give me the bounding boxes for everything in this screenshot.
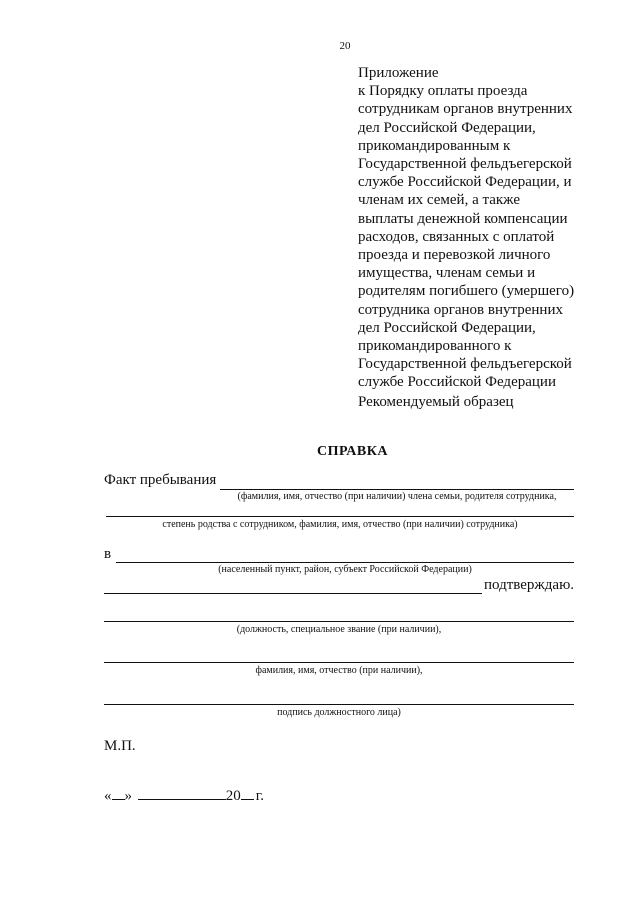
date-open-quote: « bbox=[104, 788, 112, 804]
name-input-line[interactable] bbox=[104, 662, 574, 663]
date-line bbox=[104, 787, 264, 805]
appendix-line: сотрудникам органов внутренних bbox=[358, 101, 573, 118]
position-input-line[interactable] bbox=[104, 621, 574, 622]
date-close-quote: » bbox=[124, 788, 132, 804]
day-field[interactable] bbox=[112, 787, 125, 800]
signature-caption: подпись должностного лица) bbox=[277, 707, 401, 718]
in-label: в bbox=[104, 546, 112, 562]
relation-input-line[interactable] bbox=[106, 516, 574, 517]
position-caption: (должность, специальное звание (при наличии), bbox=[236, 624, 442, 635]
recommended-sample-label: Рекомендуемый образец bbox=[358, 394, 514, 410]
place-input-line[interactable] bbox=[116, 562, 574, 563]
appendix-line: родителям погибшего (умершего) bbox=[358, 283, 575, 300]
confirm-text: подтверждаю. bbox=[484, 577, 575, 593]
date-year-prefix: 20 bbox=[225, 788, 241, 804]
document-title: СПРАВКА bbox=[317, 444, 388, 459]
appendix-line: дел Российской Федерации, bbox=[358, 119, 536, 136]
appendix-header bbox=[358, 64, 608, 392]
appendix-line: Государственной фельдъегерской bbox=[358, 356, 572, 373]
appendix-line: Приложение bbox=[358, 65, 439, 81]
stamp-placeholder: М.П. bbox=[104, 738, 136, 754]
signature-input-line[interactable] bbox=[104, 704, 574, 705]
appendix-line: сотрудника органов внутренних bbox=[358, 301, 563, 318]
appendix-line: Государственной фельдъегерской bbox=[358, 156, 572, 173]
month-field[interactable] bbox=[138, 787, 226, 800]
place-caption: (населенный пункт, район, субъект Российской Федерации) bbox=[218, 564, 472, 575]
appendix-line: проезда и перевозкой личного bbox=[358, 247, 551, 264]
appendix-line: к Порядку оплаты проезда bbox=[358, 83, 528, 100]
fact-caption: (фамилия, имя, отчество (при наличии) члена семьи, родителя сотрудника, bbox=[237, 491, 557, 502]
appendix-line: прикомандированным к bbox=[358, 137, 511, 154]
appendix-line: службе Российской Федерации bbox=[358, 374, 556, 391]
page-number: 20 bbox=[339, 40, 351, 52]
appendix-line: выплаты денежной компенсации bbox=[358, 210, 568, 227]
appendix-line: службе Российской Федерации, и bbox=[358, 174, 572, 191]
relation-caption: степень родства с сотрудником, фамилия, имя, отчество (при наличии) сотрудника) bbox=[162, 519, 518, 530]
fact-label: Факт пребывания bbox=[104, 472, 217, 488]
date-year-suffix: г. bbox=[255, 788, 264, 804]
appendix-line: имущества, членам семьи и bbox=[358, 265, 536, 282]
appendix-line: дел Российской Федерации, bbox=[358, 319, 536, 336]
appendix-line: расходов, связанных с оплатой bbox=[358, 228, 555, 245]
year-field[interactable] bbox=[241, 787, 254, 800]
name-caption: фамилия, имя, отчество (при наличии), bbox=[255, 665, 423, 676]
appendix-line: прикомандированного к bbox=[358, 338, 512, 355]
appendix-line: членам их семей, а также bbox=[358, 192, 520, 209]
confirm-input-line[interactable] bbox=[104, 593, 482, 594]
fact-input-line[interactable] bbox=[220, 489, 574, 490]
